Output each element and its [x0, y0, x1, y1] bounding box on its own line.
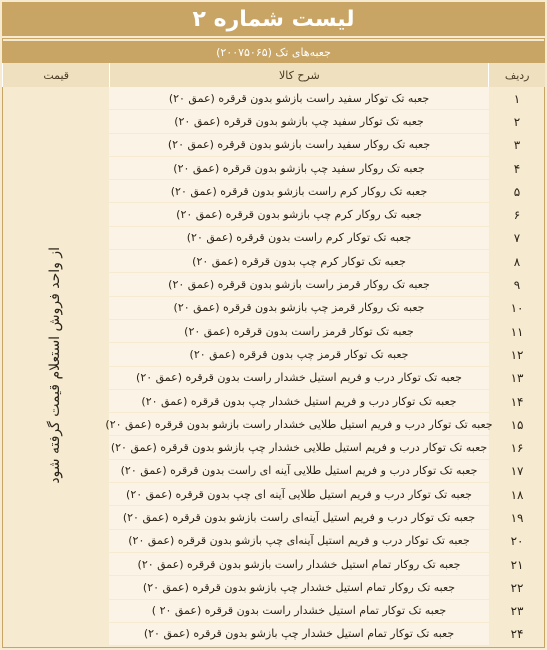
row-description: جعبه تک توکار سفید چپ بازشو بدون قرقره (عمق ۲۰)	[109, 110, 489, 133]
header-radif: ردیف	[488, 63, 545, 87]
row-description: جعبه تک توکار سفید راست بازشو بدون قرقره (عمق ۲۰)	[109, 87, 489, 110]
table-subtitle: جعبه‌های تک (۲۰۰۷۵۰۶۵)	[2, 41, 545, 63]
row-description: جعبه تک توکار درب و فریم استیل طلایی خشدار راست بازشو بدون قرقره (عمق ۲۰)	[109, 413, 489, 436]
row-number: ۱	[513, 91, 521, 106]
row-description: جعبه تک توکار درب و فریم استیل آینه‌ای راست بازشو بدون قرقره (عمق ۲۰)	[109, 506, 489, 529]
row-description: جعبه تک توکار درب و فریم استیل آینه‌ای چپ بازشو بدون قرقره (عمق ۲۰)	[109, 530, 489, 553]
row-number: ۲۴	[510, 627, 524, 642]
page-title: لیست شماره ۲	[2, 2, 545, 36]
row-number: ۱۸	[510, 487, 524, 502]
row-description: جعبه تک روکار قرمز راست بازشو بدون قرقره (عمق ۲۰)	[109, 273, 489, 296]
table-header	[2, 63, 545, 87]
row-description: جعبه تک توکار کرم راست بدون قرقره (عمق ۲۰)	[109, 227, 489, 250]
row-description: جعبه تک توکار قرمز چپ بدون قرقره (عمق ۲۰)	[109, 343, 489, 366]
row-number: ۵	[513, 184, 521, 199]
row-description: جعبه تک توکار درب و فریم استیل خشدار چپ بدون قرقره (عمق ۲۰)	[109, 390, 489, 413]
row-description: جعبه تک روکار کرم چپ بازشو بدون قرقره (عمق ۲۰)	[109, 203, 489, 226]
row-number: ۱۷	[510, 464, 524, 479]
row-number: ۲	[513, 114, 521, 129]
row-number: ۱۴	[510, 394, 524, 409]
row-number: ۱۳	[510, 371, 524, 386]
row-number: ۷	[513, 231, 521, 246]
row-description: جعبه تک توکار درب و فریم استیل طلایی خشدار چپ بازشو بدون قرقره (عمق ۲۰)	[109, 436, 489, 459]
row-description: جعبه تک توکار کرم چپ بدون قرقره (عمق ۲۰)	[109, 250, 489, 273]
row-number: ۱۱	[510, 324, 524, 339]
price-note: از واحد فروش استعلام قیمت گرفته شود	[46, 246, 63, 484]
row-description: جعبه تک روکار تمام استیل خشدار چپ بازشو بدون قرقره (عمق ۲۰)	[109, 576, 489, 599]
row-number: ۲۳	[510, 604, 524, 619]
row-description: جعبه تک روکار کرم راست بازشو بدون قرقره (عمق ۲۰)	[109, 180, 489, 203]
row-description: جعبه تک توکار درب و فریم استیل خشدار راست بدون قرقره (عمق ۲۰)	[109, 367, 489, 390]
header-description: شرح کالا	[109, 63, 488, 87]
row-number: ۲۲	[510, 580, 524, 595]
row-description: جعبه تک توکار قرمز راست بدون قرقره (عمق ۲۰)	[109, 320, 489, 343]
row-description: جعبه تک روکار سفید چپ بازشو بدون قرقره (عمق ۲۰)	[109, 157, 489, 180]
price-column	[2, 87, 107, 643]
row-number: ۱۰	[510, 301, 524, 316]
header-price: قیمت	[2, 63, 109, 87]
row-number: ۶	[513, 208, 521, 223]
row-number: ۹	[513, 278, 521, 293]
row-description: جعبه تک توکار تمام استیل خشدار چپ بازشو بدون قرقره (عمق ۲۰)	[109, 623, 489, 646]
row-number: ۲۱	[510, 557, 524, 572]
row-description: جعبه تک توکار تمام استیل خشدار راست بدون قرقره (عمق ۲۰ )	[109, 600, 489, 623]
row-number: ۱۵	[510, 417, 524, 432]
row-number: ۴	[513, 161, 521, 176]
row-number: ۸	[513, 254, 521, 269]
row-description: جعبه تک روکار قرمز چپ بازشو بدون قرقره (عمق ۲۰)	[109, 297, 489, 320]
row-description: جعبه تک توکار درب و فریم استیل طلایی آینه ای چپ بدون قرقره (عمق ۲۰)	[109, 483, 489, 506]
row-number: ۱۹	[510, 510, 524, 525]
row-number: ۳	[513, 138, 521, 153]
row-description: جعبه تک روکار سفید راست بازشو بدون قرقره (عمق ۲۰)	[109, 134, 489, 157]
row-description: جعبه تک روکار تمام استیل خشدار راست بازشو بدون قرقره (عمق ۲۰)	[109, 553, 489, 576]
row-number: ۱۶	[510, 441, 524, 456]
row-number: ۱۲	[510, 347, 524, 362]
row-number: ۲۰	[510, 534, 524, 549]
row-description: جعبه تک توکار درب و فریم استیل طلایی آینه ای راست بدون قرقره (عمق ۲۰)	[109, 460, 489, 483]
